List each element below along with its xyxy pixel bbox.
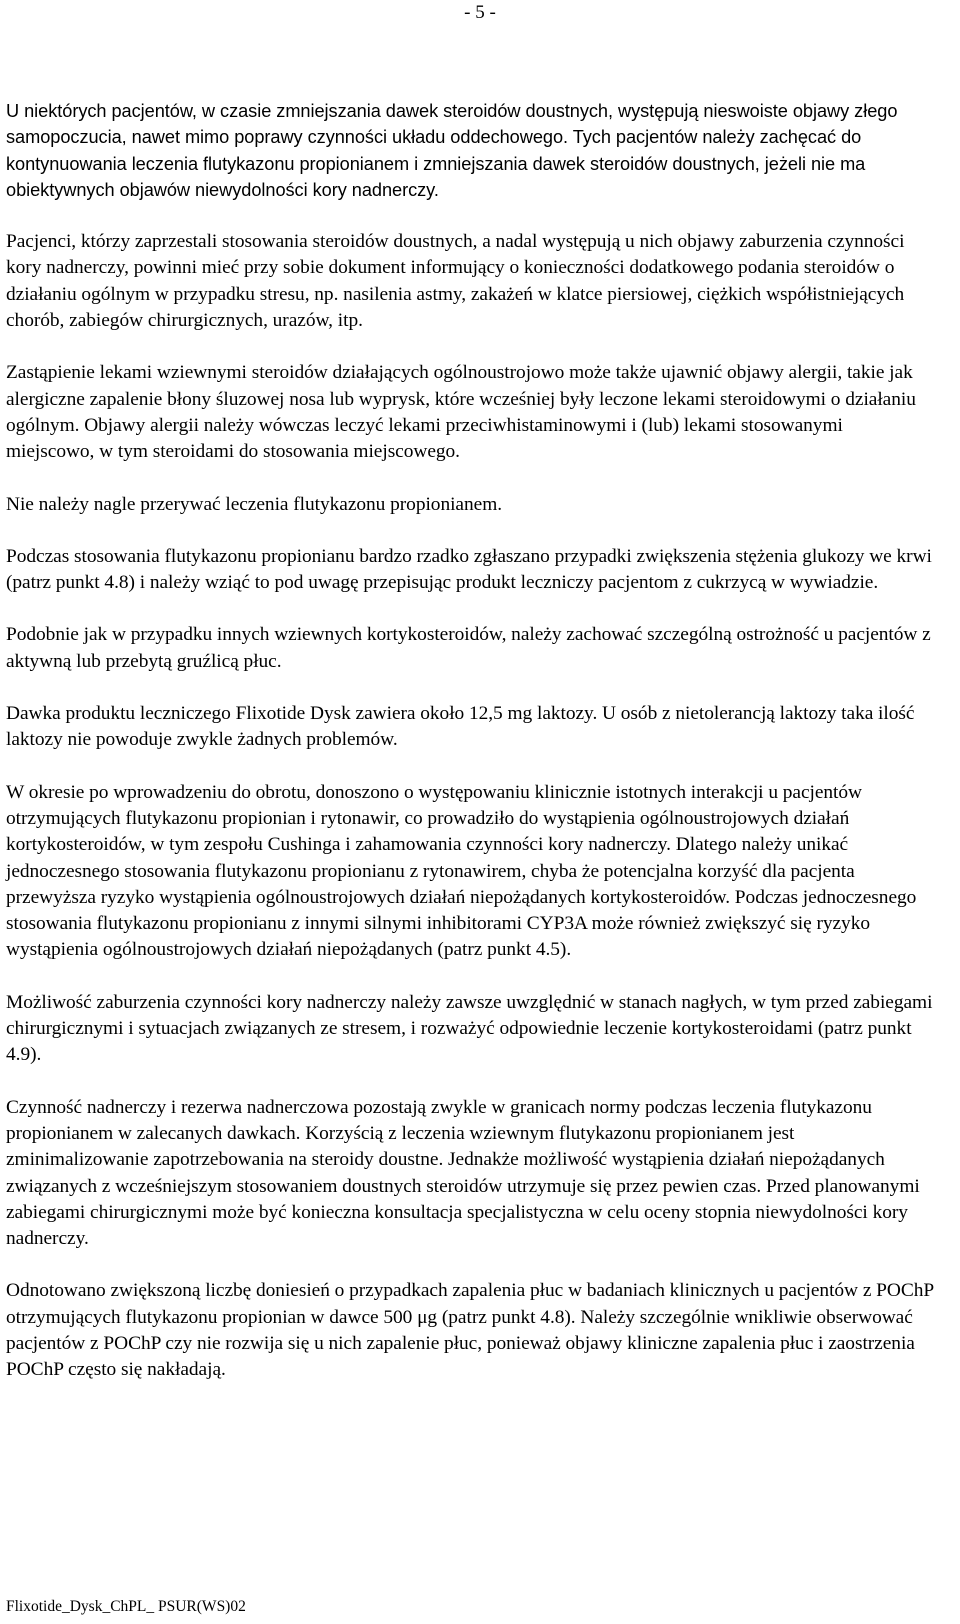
paragraph-adrenal-symptoms: U niektórych pacjentów, w czasie zmniejszania dawek steroidów doustnych, występują nieswoiste objawy złego samopoczucia, nawet mimo poprawy czynności układu oddechowego. Tych pacjentów należy zachęcać do kontynuowania leczenia flutykazonu propionianem i zmniejszania dawek steroidów doustnych, jeżeli nie ma obiektywnych objawów niewydolności kory nadnerczy. bbox=[6, 101, 898, 200]
paragraph-copd-pneumonia: Odnotowano zwiększoną liczbę doniesień o przypadkach zapalenia płuc w badaniach klinicznych u pacjentów z POChP otrzymujących flutykazonu propionian w dawce 500 μg (patrz punkt 4.8). Należy szczególnie wnikliwie obserwować pacjentów z POChP czy nie rozwija się u nich zapalenie płuc, ponieważ objawy kliniczne zapalenia płuc i zaostrzenia POChP często się nakładają. bbox=[6, 1280, 934, 1381]
paragraph-adrenal-reserve: Czynność nadnerczy i rezerwa nadnerczowa pozostają zwykle w granicach normy podczas leczenia flutykazonu propionianem w zalecanych dawkach. Korzyścią z leczenia wziewnym flutykazonu propionianem jest zminimalizowanie zapotrzebowania na steroidy doustne. Jednakże możliwość wystąpienia działań niepożądanych związanych z wcześniejszym stosowaniem doustnych steroidów utrzymuje się przez pewien czas. Przed planowanymi zabiegami chirurgicznymi może być konieczna konsultacja specjalistyczna w celu oceny stopnia niewydolności kory nadnerczy. bbox=[6, 1096, 920, 1250]
document-footer: Flixotide_Dysk_ChPL_ PSUR(WS)02 bbox=[6, 1598, 246, 1615]
paragraph-lactose: Dawka produktu leczniczego Flixotide Dysk zawiera około 12,5 mg laktozy. U osób z nietolerancją laktozy taka ilość laktozy nie powoduje zwykle żadnych problemów. bbox=[6, 703, 915, 751]
paragraph-allergy: Zastąpienie lekami wziewnymi steroidów działających ogólnoustrojowo może także ujawnić objawy alergii, takie jak alergiczne zapalenie błony śluzowej nosa lub wyprysk, które wcześniej były leczone lekami steroidowymi o działaniu ogólnym. Objawy alergii należy wówczas leczyć lekami przeciwhistaminowymi i (lub) lekami stosowanymi miejscowo, w tym steroidami do stosowania miejscowego. bbox=[6, 362, 916, 463]
paragraph-no-abrupt-stop: Nie należy nagle przerywać leczenia flutykazonu propionianem. bbox=[6, 493, 503, 515]
paragraph-ritonavir: W okresie po wprowadzeniu do obrotu, donoszono o występowaniu klinicznie istotnych interakcji u pacjentów otrzymujących flutykazonu propionian i rytonawir, co prowadziło do wystąpienia ogólnoustrojowych działań kortykosteroidów, w tym zespołu Cushinga i zahamowania czynności kory nadnerczy. Dlatego należy unikać jednoczesnego stosowania flutykazonu propionianu z rytonawirem, chyba że potencjalna korzyść dla pacjenta przewyższa ryzyko wystąpienia ogólnoustrojowych działań niepożądanych kortykosteroidów. Podczas jednoczesnego stosowania flutykazonu propionianu z innymi silnymi inhibitorami CYP3A może również zwiększyć się ryzyko wystąpienia ogólnoustrojowych działań niepożądanych (patrz punkt 4.5). bbox=[6, 781, 917, 961]
document-body bbox=[6, 98, 934, 1410]
paragraph-glucose: Podczas stosowania flutykazonu propionianu bardzo rzadko zgłaszano przypadki zwiększenia stężenia glukozy we krwi (patrz punkt 4.8) i należy wziąć to pod uwagę przepisując produkt leczniczy pacjentom z cukrzycą w wywiadzie. bbox=[6, 545, 932, 594]
page-number: - 5 - bbox=[464, 2, 496, 23]
paragraph-steroid-card: Pacjenci, którzy zaprzestali stosowania steroidów doustnych, a nadal występują u nich objawy zaburzenia czynności kory nadnerczy, powinni mieć przy sobie dokument informujący o konieczności dodatkowego podania steroidów o działaniu ogólnym w przypadku stresu, np. nasilenia astmy, zakażeń w klatce piersiowej, ciężkich współistniejących chorób, zabiegów chirurgicznych, urazów, itp. bbox=[6, 231, 905, 332]
paragraph-tuberculosis: Podobnie jak w przypadku innych wziewnych kortykosteroidów, należy zachować szczególną ostrożność u pacjentów z aktywną lub przebytą gruźlicą płuc. bbox=[6, 624, 931, 672]
paragraph-emergency: Możliwość zaburzenia czynności kory nadnerczy należy zawsze uwzględnić w stanach nagłych, w tym przed zabiegami chirurgicznymi i sytuacjach związanych ze stresem, i rozważyć odpowiednie leczenie kortykosteroidami (patrz punkt 4.9). bbox=[6, 991, 933, 1066]
